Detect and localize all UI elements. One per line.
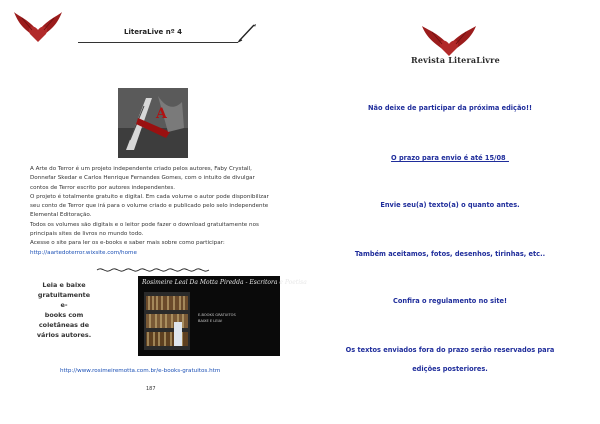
arte-do-terror-image <box>118 88 188 158</box>
ebook-caption-line: coletâneas de <box>38 321 90 329</box>
ebook-caption-line: vários autores. <box>36 331 92 339</box>
svg-text:A: A <box>156 106 167 122</box>
call-send-text: Envie seu(a) texto(a) o quanto antes. <box>380 201 520 209</box>
call-later-editions: edições posteriores. <box>412 365 488 373</box>
winged-heart-logo-left <box>12 10 64 50</box>
ebook-caption <box>34 280 94 340</box>
intro-paragraph: Todos os volumes são digitais e o leitor pode fazer o download gratuitamente nos principais sites de livros no mundo todo. <box>30 221 259 238</box>
quill-pen-icon <box>236 22 258 44</box>
ebook-caption-line: gratuitamente e- <box>37 291 91 309</box>
page-number: 187 <box>146 386 156 392</box>
intro-text <box>30 165 274 258</box>
ornament-divider <box>95 266 211 274</box>
header-title: LiteraLive nº 4 <box>124 28 182 36</box>
ebook-caption-line: books com <box>44 311 84 319</box>
intro-paragraph: O projeto é totalmente gratuito e digital. Em cada volume o autor pode disponibilizar seu conto de Terror que irá para o volume criado e publicado pelo selo independente Elemental Editoração. <box>30 193 269 219</box>
ebooks-banner[interactable] <box>138 276 307 356</box>
banner-subtitle-line: BAIXE E LEIA! <box>198 319 223 323</box>
call-check-rules: Confira o regulamento no site! <box>393 297 507 305</box>
call-also-accept: Também aceitamos, fotos, desenhos, tirinhas, etc.. <box>354 250 546 258</box>
banner-subtitle <box>198 312 268 324</box>
bookshelf-image <box>144 292 190 350</box>
intro-paragraph: A Arte do Terror é um projeto independente criado pelos autores, Faby Crystall, Donnefar Skedar e Carlos Henrique Fernandes Gomes, com o intuito de divulgar contos de Terror escrito por autores independentes. <box>30 166 255 191</box>
intro-paragraph: Acesse o site para ler os e-books e saber mais sobre como participar: <box>30 240 225 247</box>
ebooks-link[interactable]: http://www.rosimeiremotta.com.br/e-books-gratuitos.htm <box>60 368 221 374</box>
banner-subtitle-line: E-BOOKS GRATUITOS <box>198 313 236 317</box>
call-late-texts: Os textos enviados fora do prazo serão reservados para <box>345 346 555 354</box>
call-deadline: O prazo para envio é até 15/08_ <box>391 154 509 162</box>
call-participate: Não deixe de participar da próxima edição!! <box>368 104 532 112</box>
site-link[interactable]: http://aartedoterror.wixsite.com/home <box>30 249 137 256</box>
header-rule <box>78 42 238 43</box>
banner-title: Rosimeire Leal Da Motta Piredda - Escritora e Poetisa <box>142 279 307 286</box>
ebook-caption-line: Leia e baixe <box>42 281 86 289</box>
revista-title: Revista LiteraLivre <box>411 55 500 65</box>
